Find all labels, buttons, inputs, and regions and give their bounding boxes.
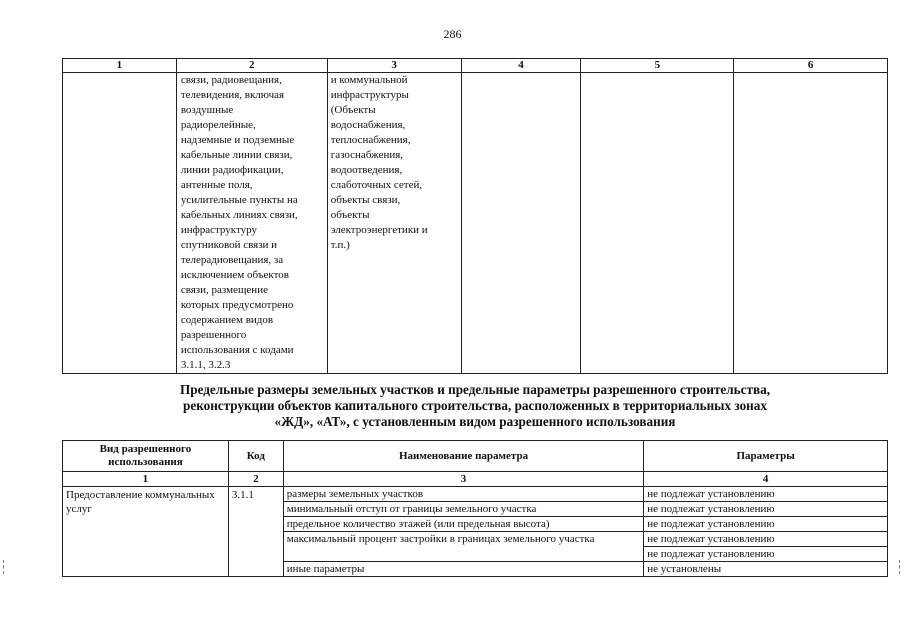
text-line: кабельных линиях связи, <box>180 209 298 221</box>
param-value-cell: не подлежат установлению <box>644 487 888 502</box>
text-line: инфраструктуры <box>330 89 409 101</box>
header-params: Параметры <box>644 441 888 472</box>
heading-line: Предельные размеры земельных участков и предельные параметры разрешенного строительства, <box>179 382 770 397</box>
table-header-row <box>63 441 888 472</box>
heading-line: «ЖД», «АТ», с установленным видом разрешенного использования <box>274 414 676 429</box>
text-line: и коммунальной <box>330 74 408 86</box>
text-line: использования с кодами <box>180 344 294 356</box>
text-line: которых предусмотрено <box>180 299 294 311</box>
text-line: усилительные пункты на <box>180 194 298 206</box>
column-number-row <box>63 472 888 487</box>
param-name-cell: минимальный отступ от границы земельного участка <box>283 502 643 517</box>
param-name-cell: иные параметры <box>283 562 643 577</box>
empty-cell <box>581 73 734 374</box>
header-code: Код <box>228 441 283 472</box>
text-line: слаботочных сетей, <box>330 179 423 191</box>
text-line: исключением объектов <box>180 269 289 281</box>
column-number: 2 <box>176 59 327 73</box>
text-line: водоснабжения, <box>330 119 406 131</box>
section-heading <box>62 382 888 430</box>
header-param-name: Наименование параметра <box>283 441 643 472</box>
column-number: 5 <box>581 59 734 73</box>
table-row <box>63 487 888 502</box>
text-line: радиорелейные, <box>180 119 256 131</box>
text-line: объекты связи, <box>330 194 401 206</box>
text-line: спутниковой связи и <box>180 239 278 251</box>
param-name-cell: предельное количество этажей (или предельная высота) <box>283 517 643 532</box>
text-line: водоотведения, <box>330 164 403 176</box>
text-line: линии радиофикации, <box>180 164 284 176</box>
column-number: 4 <box>644 472 888 487</box>
text-line: антенные поля, <box>180 179 253 191</box>
text-line: надземные и подземные <box>180 134 295 146</box>
text-line: кабельные линии связи, <box>180 149 293 161</box>
text-line: воздушные <box>180 104 234 116</box>
column-number: 3 <box>327 59 461 73</box>
empty-cell <box>734 73 888 374</box>
empty-cell <box>461 73 581 374</box>
column-number: 6 <box>734 59 888 73</box>
param-name-cell: максимальный процент застройки в границах земельного участка <box>283 532 643 562</box>
text-line: разрешенного <box>180 329 247 341</box>
text-line: теплоснабжения, <box>330 134 411 146</box>
continuation-table <box>62 58 888 374</box>
param-name-cell: размеры земельных участков <box>283 487 643 502</box>
param-value-cell: не подлежат установлению <box>644 502 888 517</box>
param-value-cell: не установлены <box>644 562 888 577</box>
table-header-row <box>63 59 888 73</box>
param-value-cell: не подлежат установлению <box>644 532 888 547</box>
table-row <box>63 73 888 374</box>
text-line: связи, размещение <box>180 284 268 296</box>
text-line: т.п.) <box>330 239 350 251</box>
text-line: (Объекты <box>330 104 376 116</box>
column-number: 4 <box>461 59 581 73</box>
column-number: 1 <box>63 472 229 487</box>
use-description-text <box>181 73 327 373</box>
heading-line: реконструкции объектов капитального строительства, расположенных в территориальных зонах <box>183 398 767 413</box>
column-number: 2 <box>228 472 283 487</box>
facilities-cell <box>327 73 461 374</box>
text-line: инфраструктуру <box>180 224 257 236</box>
text-line: телерадиовещания, за <box>180 254 284 266</box>
page-number: 286 <box>443 27 462 41</box>
text-line: содержанием видов <box>180 314 274 326</box>
facilities-text <box>331 73 461 253</box>
empty-cell <box>63 73 177 374</box>
scan-edge-mark <box>899 560 903 574</box>
text-line: 3.1.1, 3.2.3 <box>180 359 231 371</box>
text-line: электроэнергетики и <box>330 224 428 236</box>
text-line: газоснабжения, <box>330 149 404 161</box>
use-description-cell <box>176 73 327 374</box>
header-use-type: Вид разрешенного использования <box>63 441 229 472</box>
column-number: 1 <box>63 59 177 73</box>
column-number: 3 <box>283 472 643 487</box>
text-line: объекты <box>330 209 370 221</box>
use-type-cell: Предоставление коммунальных услуг <box>63 487 229 577</box>
text-line: телевидения, включая <box>180 89 285 101</box>
scan-edge-mark <box>3 560 7 574</box>
parameters-table <box>62 440 888 577</box>
param-value-cell: не подлежат установлению <box>644 517 888 532</box>
param-value-cell: не подлежат установлению <box>644 547 888 562</box>
text-line: связи, радиовещания, <box>180 74 282 86</box>
code-cell: 3.1.1 <box>228 487 283 577</box>
